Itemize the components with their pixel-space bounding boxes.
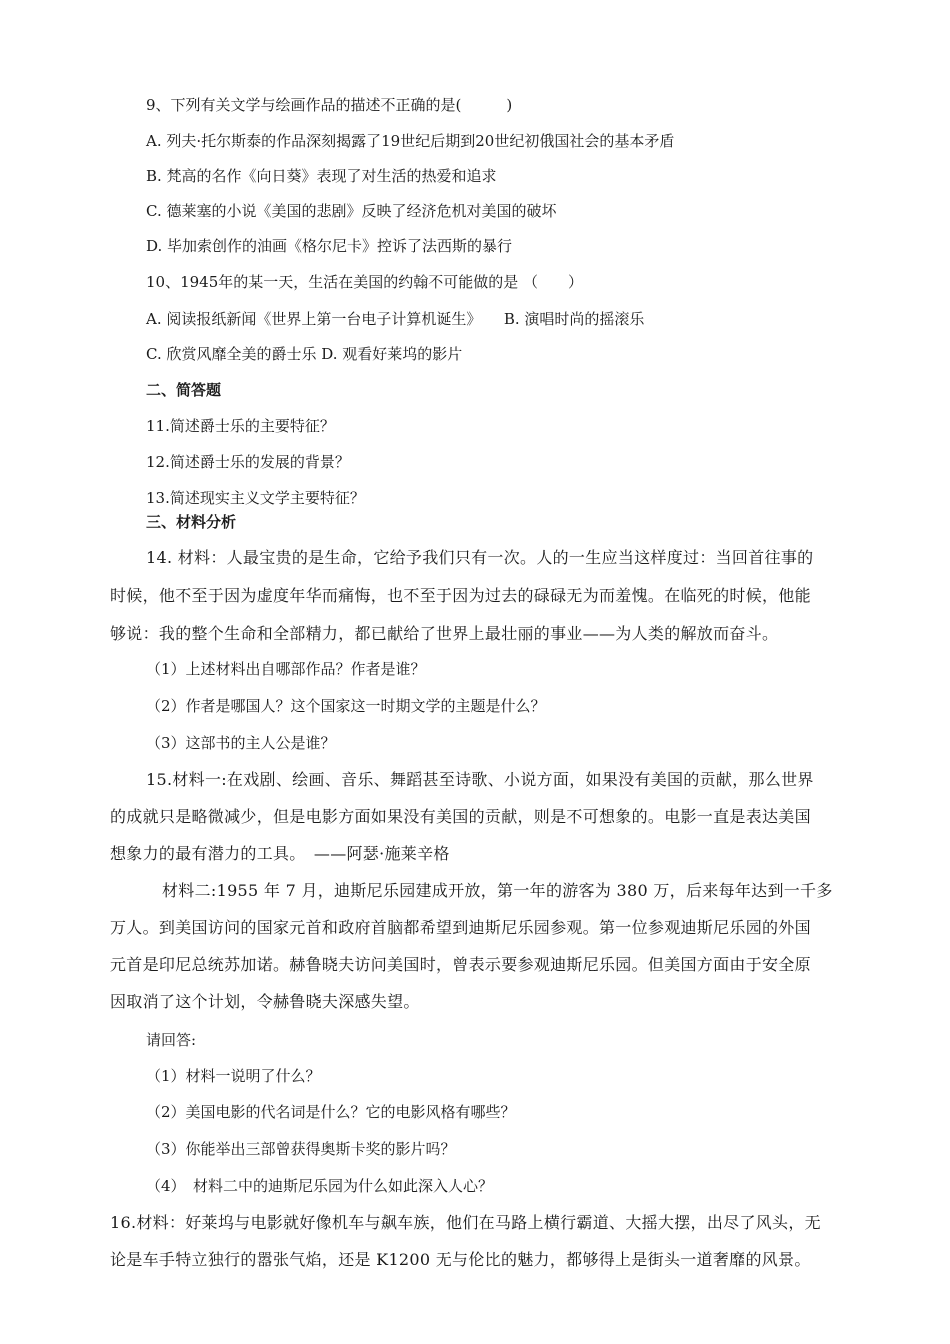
q14-sub-1: （1）上述材料出自哪部作品？作者是谁？	[146, 660, 426, 678]
q15-material-1-line-1: 15.材料一:在戏剧、绘画、音乐、舞蹈甚至诗歌、小说方面，如果没有美国的贡献，那么世界	[146, 770, 814, 789]
q15-prompt: 请回答:	[146, 1031, 197, 1049]
q15-sub-2: （2）美国电影的代名词是什么？它的电影风格有哪些？	[146, 1103, 516, 1121]
q16-material-line-1: 16.材料：好莱坞与电影就好像机车与飙车族，他们在马路上横行霸道、大摇大摆，出尽了风头，无	[110, 1213, 821, 1232]
q15-sub-1: （1）材料一说明了什么？	[146, 1067, 321, 1085]
q9-option-d: D. 毕加索创作的油画《格尔尼卡》控诉了法西斯的暴行	[146, 237, 513, 255]
q15-material-2-line-3: 元首是印尼总统苏加诺。赫鲁晓夫访问美国时，曾表示要参观迪斯尼乐园。但美国方面由于安全原	[110, 955, 811, 974]
q15-sub-4: （4） 材料二中的迪斯尼乐园为什么如此深入人心？	[146, 1177, 494, 1195]
q11: 11.简述爵士乐的主要特征？	[146, 417, 335, 435]
q14-material-line-1: 14. 材料：人最宝贵的是生命，它给予我们只有一次。人的一生应当这样度过：当回首往事的	[146, 548, 814, 567]
q15-material-2-line-2: 万人。到美国访问的国家元首和政府首脑都希望到迪斯尼乐园参观。第一位参观迪斯尼乐园的外国	[110, 918, 811, 937]
q15-material-1-line-3: 想象力的最有潜力的工具。 ——阿瑟·施莱辛格	[110, 844, 450, 863]
q15-material-2-line-4: 因取消了这个计划，令赫鲁晓夫深感失望。	[110, 992, 420, 1011]
q13: 13.简述现实主义文学主要特征？	[146, 489, 365, 507]
section-3-title: 三、材料分析	[146, 513, 237, 531]
q14-material-line-2: 时候，他不至于因为虚度年华而痛悔，也不至于因为过去的碌碌无为而羞愧。在临死的时候，他能	[110, 586, 811, 605]
q15-material-1-line-2: 的成就只是略微减少，但是电影方面如果没有美国的贡献，则是不可想象的。电影一直是表达美国	[110, 807, 811, 826]
q10-stem: 10、1945年的某一天，生活在美国的约翰不可能做的是 （ ）	[146, 273, 584, 291]
q14-sub-3: （3）这部书的主人公是谁？	[146, 734, 336, 752]
q14-material-line-3: 够说：我的整个生命和全部精力，都已献给了世界上最壮丽的事业——为人类的解放而奋斗。	[110, 624, 779, 643]
q9-stem: 9、下列有关文学与绘画作品的描述不正确的是( )	[146, 96, 513, 114]
q10-options-ab: A. 阅读报纸新闻《世界上第一台电子计算机诞生》 B. 演唱时尚的摇滚乐	[146, 310, 645, 328]
q12: 12.简述爵士乐的发展的背景？	[146, 453, 350, 471]
q15-material-2-line-1: 材料二:1955 年 7 月，迪斯尼乐园建成开放，第一年的游客为 380 万，后来每年达到一千多	[162, 881, 833, 900]
q9-option-b: B. 梵高的名作《向日葵》表现了对生活的热爱和追求	[146, 167, 497, 185]
q14-sub-2: （2）作者是哪国人？这个国家这一时期文学的主题是什么？	[146, 697, 546, 715]
q10-options-cd: C. 欣赏风靡全美的爵士乐 D. 观看好莱坞的影片	[146, 345, 463, 363]
q15-sub-3: （3）你能举出三部曾获得奥斯卡奖的影片吗？	[146, 1140, 456, 1158]
q9-option-c: C. 德莱塞的小说《美国的悲剧》反映了经济危机对美国的破坏	[146, 202, 557, 220]
q16-material-line-2: 论是车手特立独行的嚣张气焰，还是 K1200 无与伦比的魅力，都够得上是街头一道奢靡的风景。	[110, 1250, 811, 1269]
q9-option-a: A. 列夫·托尔斯泰的作品深刻揭露了19世纪后期到20世纪初俄国社会的基本矛盾	[146, 132, 675, 150]
section-2-title: 二、简答题	[146, 381, 222, 399]
